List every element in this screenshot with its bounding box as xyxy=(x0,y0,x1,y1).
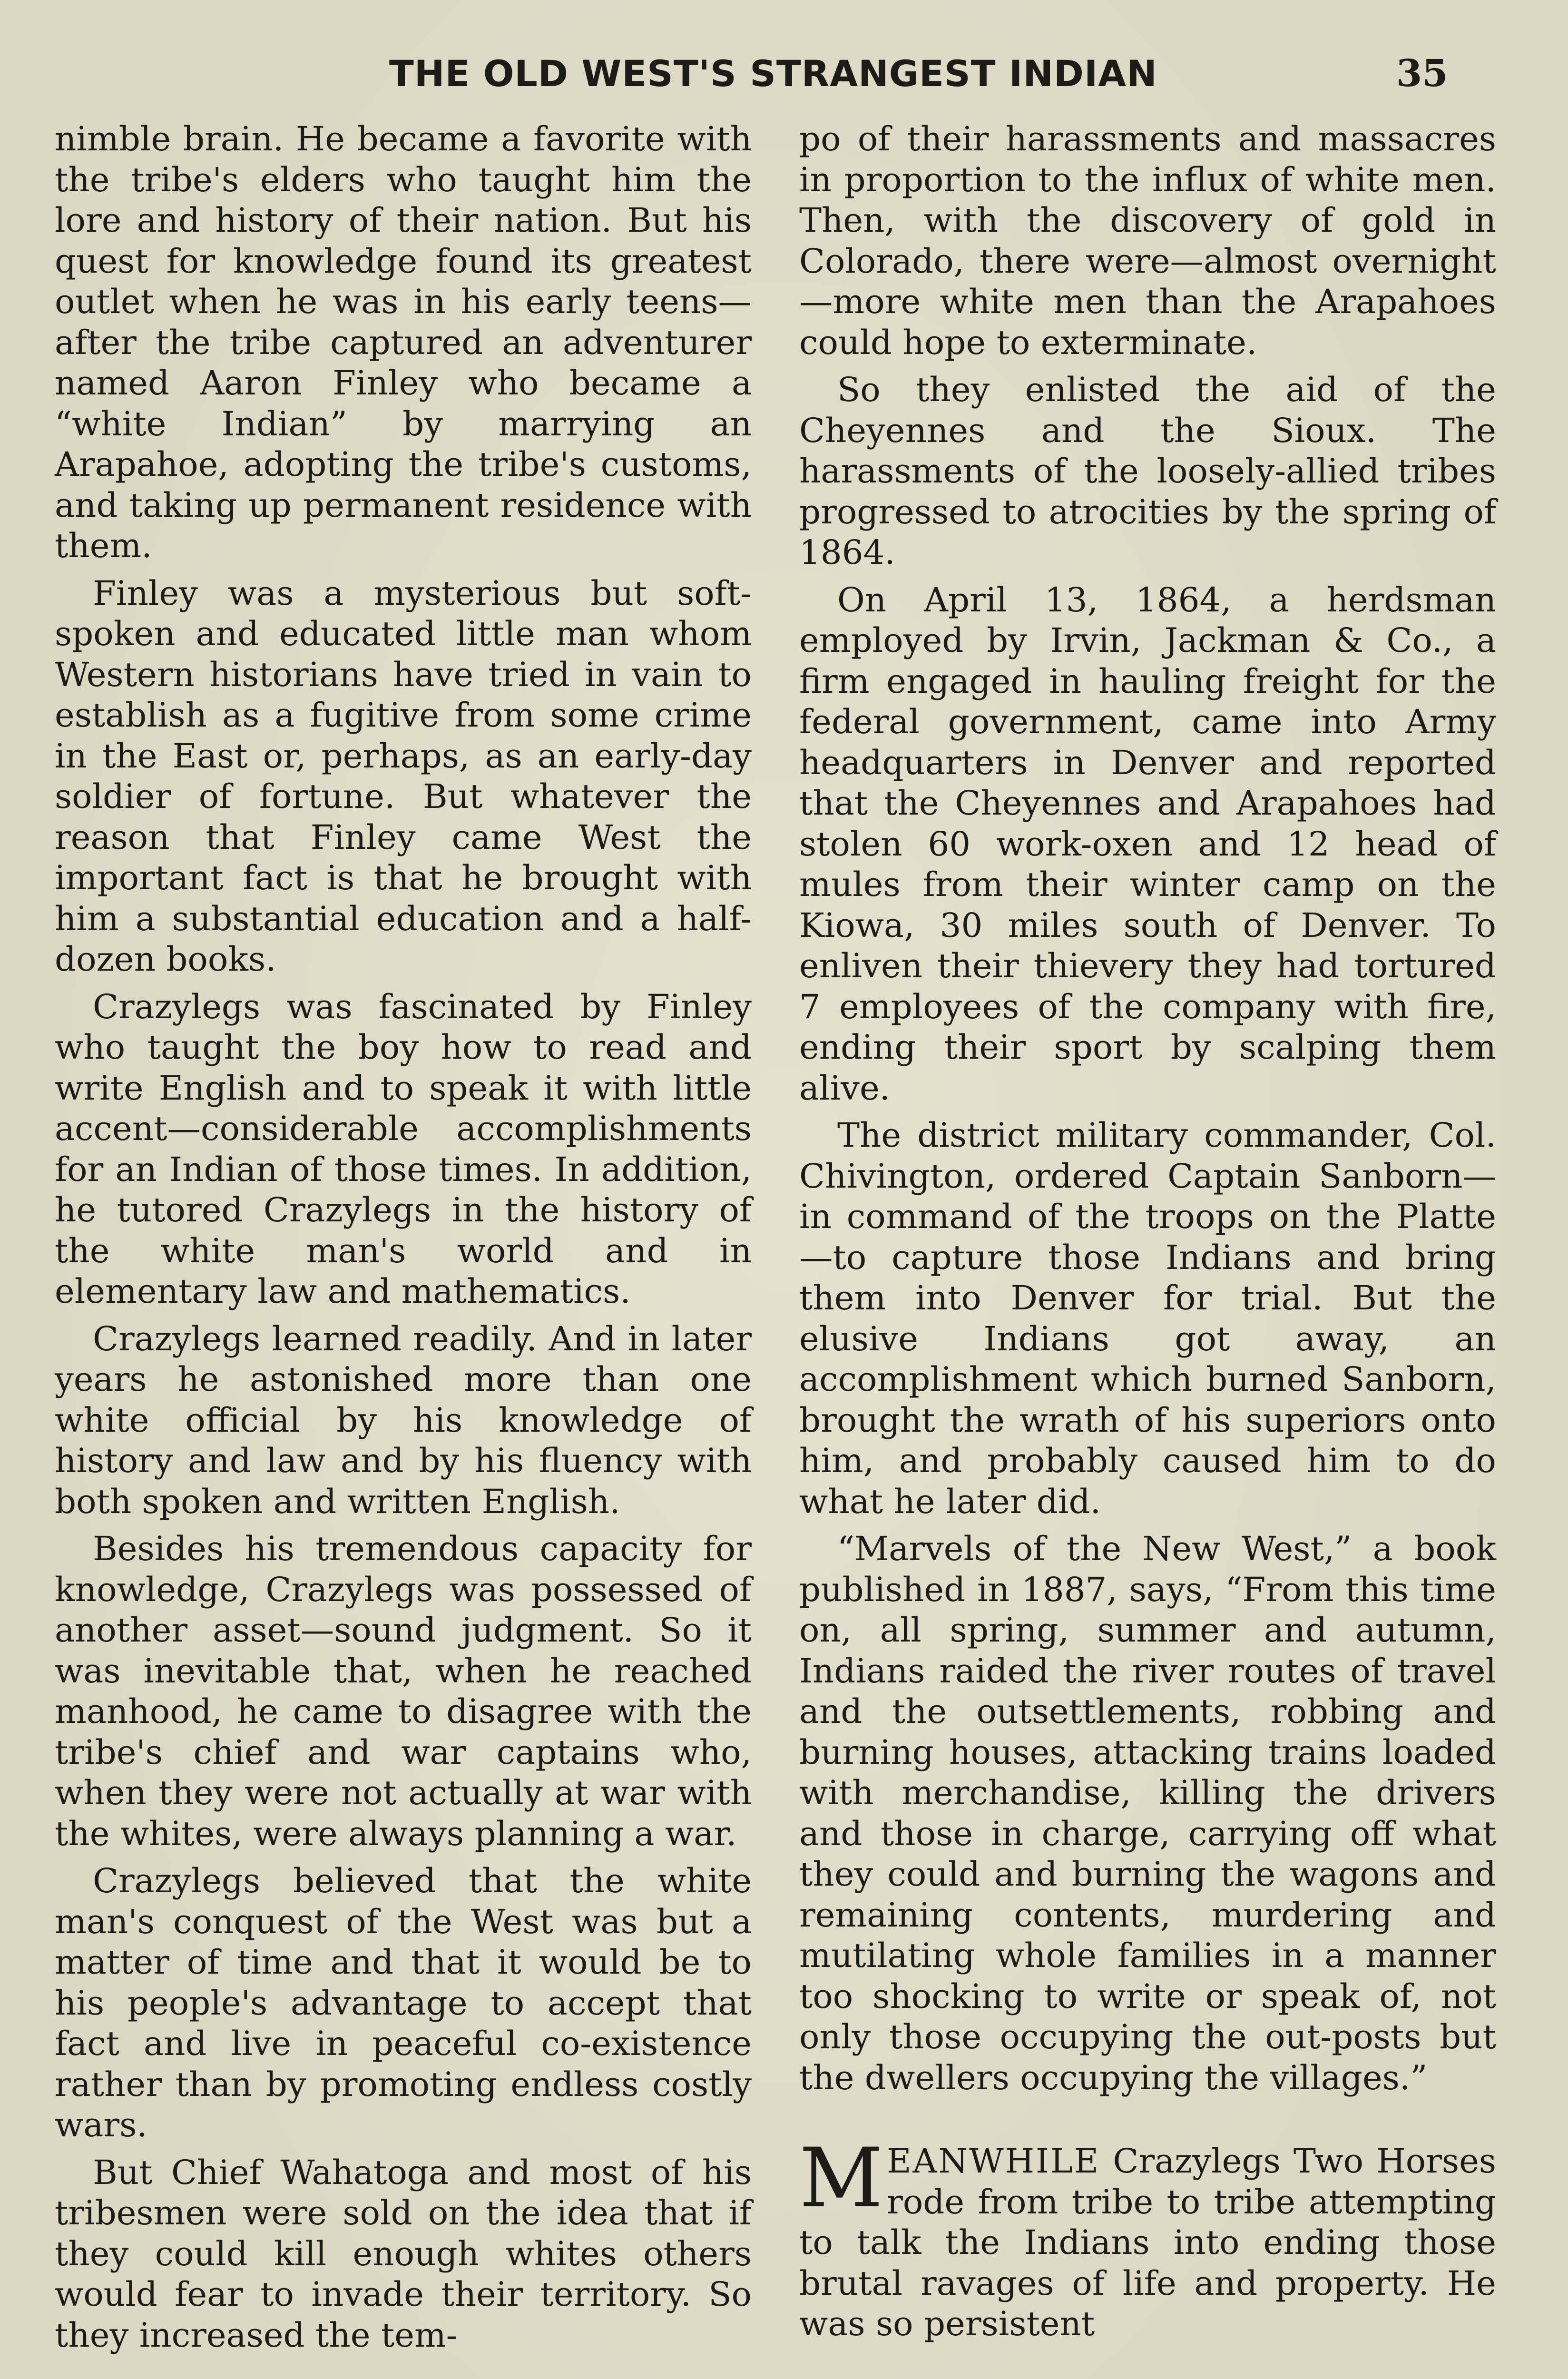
paragraph: Besides his tremendous capacity for knowledge, Crazylegs was possessed of another asset—sound judgment. So it was inevitable that, when he reached manhood, he came to disagree with the tribe's chief and war captains who, when they were not actually at war with the whites, were always planning a war. xyxy=(55,1529,752,1853)
paragraph: On April 13, 1864, a herdsman employed by Irvin, Jackman & Co., a firm engaged in hauling freight for the federal government, came into Army headquarters in Denver and reported that the Cheyennes and Arapahoes had stolen 60 work-oxen and 12 head of mules from their winter camp on the Kiowa, 30 miles south of Denver. To enliven their thievery they had tortured 7 employees of the company with fire, ending their sport by scalping them alive. xyxy=(799,580,1496,1108)
paragraph: Crazylegs was fascinated by Finley who taught the boy how to read and write English and to speak it with little accent—considerable accomplishments for an Indian of those times. In addition, he tutored Crazylegs in the history of the white man's world and in elementary law and mathematics. xyxy=(55,987,752,1311)
section-opening-paragraph xyxy=(799,2130,1496,2345)
paragraph: “Marvels of the New West,” a book published in 1887, says, “From this time on, all spring, summer and autumn, Indians raided the river routes of travel and the outsettlements, robbing and burning houses, attacking trains loaded with merchandise, killing the drivers and those in charge, carrying off what they could and burning the wagons and remaining contents, murdering and mutilating whole families in a manner too shocking to write or speak of, not only those occupying the out-posts but the dwellers occupying the villages.” xyxy=(799,1529,1496,2097)
page-header xyxy=(0,48,1568,100)
drop-cap-smallcaps: EANWHILE xyxy=(887,2142,1100,2181)
paragraph-text: Crazylegs Two Horses rode from tribe to tribe attempting to talk the Indians into ending those brutal ravages of life and property. He was so persistent xyxy=(799,2142,1496,2343)
paragraph: The district military commander, Col. Chivington, ordered Captain Sanborn—in command of the troops on the Platte—to capture those Indians and bring them into Denver for trial. But the elusive Indians got away, an accomplishment which burned Sanborn, brought the wrath of his superiors onto him, and probably caused him to do what he later did. xyxy=(799,1116,1496,1521)
paragraph: Finley was a mysterious but soft-spoken and educated little man whom Western historians have tried in vain to establish as a fugitive from some crime in the East or, perhaps, as an early-day soldier of fortune. But whatever the reason that Finley came West the important fact is that he brought with him a substantial education and a half-dozen books. xyxy=(55,573,752,979)
page-number: 35 xyxy=(1396,52,1448,95)
right-column xyxy=(799,119,1496,2351)
paragraph: nimble brain. He became a favorite with the tribe's elders who taught him the lore and history of their nation. But his quest for knowledge found its greatest outlet when he was in his early teens—after the tribe captured an adventurer named Aaron Finley who became a “white Indian” by marrying an Arapahoe, adopting the tribe's customs, and taking up permanent residence with them. xyxy=(55,119,752,565)
paragraph: Crazylegs learned readily. And in later years he astonished more than one white official by his knowledge of history and law and by his fluency with both spoken and written English. xyxy=(55,1319,752,1521)
drop-cap: M xyxy=(799,2130,883,2226)
paragraph: po of their harassments and massacres in proportion to the influx of white men. Then, with the discovery of gold in Colorado, there were—almost overnight—more white men than the Arapahoes could hope to exterminate. xyxy=(799,119,1496,362)
paragraph: Crazylegs believed that the white man's conquest of the West was but a matter of time and that it would be to his people's advantage to accept that fact and live in peaceful co-existence rather than by promoting endless costly wars. xyxy=(55,1861,752,2144)
paragraph: But Chief Wahatoga and most of his tribesmen were sold on the idea that if they could kill enough whites others would fear to invade their territory. So they increased the tem- xyxy=(55,2153,752,2355)
left-column xyxy=(55,119,752,2362)
paragraph: So they enlisted the aid of the Cheyennes and the Sioux. The harassments of the loosely-allied tribes progressed to atrocities by the spring of 1864. xyxy=(799,370,1496,572)
running-title: THE OLD WEST'S STRANGEST INDIAN xyxy=(389,52,1157,95)
